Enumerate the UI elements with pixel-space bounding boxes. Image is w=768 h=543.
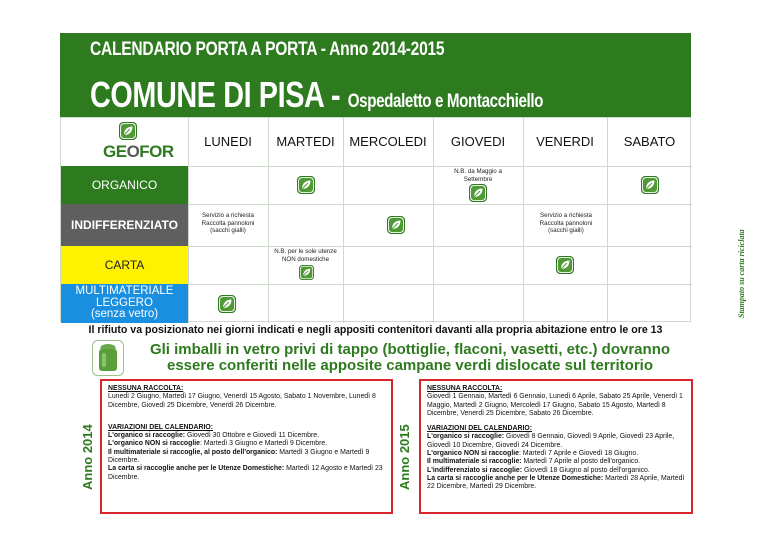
category-carta: CARTA [61,246,188,284]
day-giovedi: GIOVEDI [450,134,506,149]
nessuna-raccolta-2015: Giovedì 1 Gennaio, Martedì 6 Gennaio, Lunedì 6 Aprile, Sabato 25 Aprile, Venerdì 1 Maggio, Martedì 2 Giugno, Mercoledì 17 Giugno, Sabato 15 Agosto, Martedì 8 Dicembre, Venerdì 25 Dicembre, Sabato 26 Dicembre. [427,393,683,417]
collection-calendar-grid [60,117,691,322]
leaf-icon [556,256,574,274]
recycled-paper-note: Stampato su carta riciclata [737,229,746,318]
category-indifferenziato: INDIFFERENZIATO [61,204,188,246]
frazioni-subtitle: Ospedaletto e Montacchiello [347,91,544,112]
leaf-icon [297,176,315,194]
comune-title: COMUNE DI PISA - Ospedaletto e Montacchiello [90,74,544,115]
note-servizio-venerdi: Servizio a richiesta Raccolta pannoloni (sacchi gialli) [539,212,593,234]
header-banner [60,33,691,117]
leaf-icon [469,184,487,202]
leaf-icon [218,295,236,313]
day-mercoledi: MERCOLEDI [349,134,427,149]
glass-notice: Gli imballi in vetro privi di tappo (bottiglie, flaconi, vasetti, etc.) dovranno essere conferiti nelle apposite campane verdi dislocate sul territorio [149,341,671,374]
placement-rule: Il rifiuto va posizionato nei giorni indicati e negli appositi contenitori davanti alla propria abitazione entro le ore 13 [88,324,663,336]
nessuna-raccolta-2014: Lunedì 2 Giugno, Martedì 17 Giugno, Venerdì 15 Agosto, Sabato 1 Novembre, Lunedì 8 Dicembre, Giovedì 25 Dicembre, Venerdì 26 Dicembre. [108,393,376,409]
note-carta-martedi: N.B. per le sole utenze NON domestiche [274,248,337,263]
calendar-title: CALENDARIO PORTA A PORTA - Anno 2014-2015 [90,39,445,60]
day-martedi: MARTEDI [276,134,335,149]
category-organico: ORGANICO [61,166,188,204]
day-venerdi: VENERDI [536,134,594,149]
note-giovedi-organico: N.B. da Maggio a Settembre [454,168,502,183]
geofor-logo: GEOFOR [61,118,188,166]
year-label-2014: Anno 2014 [80,424,95,490]
leaf-icon [641,176,659,194]
leaf-icon [387,216,405,234]
category-multimateriale: MULTIMATERIALE LEGGERO (senza vetro) [61,284,188,323]
day-lunedi: LUNEDI [204,134,252,149]
leaf-icon [299,265,314,280]
day-sabato: SABATO [623,134,676,149]
year-label-2015: Anno 2015 [397,424,412,490]
leaf-icon [119,122,137,140]
notes-box-2014: NESSUNA RACCOLTA: Lunedì 2 Giugno, Martedì 17 Giugno, Venerdì 15 Agosto, Sabato 1 Novembre, Lunedì 8 Dicembre, Giovedì 25 Dicembre, Venerdì 26 Dicembre. VARIAZIONI DEL CALENDARIO: L'organico si raccoglie: Giovedì 30 Ottobre e Giovedì 11 Dicembre. L'organico NON si raccoglie: Martedì 3 Giugno e Martedì 9 Dicembre. Il multimateriale si raccoglie, al posto dell'organico: Martedì 3 Giugno e Martedì 9 Dicembre. La carta si raccoglie anche per le Utenze Domestiche: Martedì 12 Agosto e Martedì 23 Dicembre. [100,379,393,514]
glass-bin-icon [92,340,124,376]
notes-box-2015: NESSUNA RACCOLTA: Giovedì 1 Gennaio, Martedì 6 Gennaio, Lunedì 6 Aprile, Sabato 25 Aprile, Venerdì 1 Maggio, Martedì 2 Giugno, Mercoledì 17 Giugno, Sabato 15 Agosto, Martedì 8 Dicembre, Venerdì 25 Dicembre, Sabato 26 Dicembre. VARIAZIONI DEL CALENDARIO: L'organico si raccoglie: Giovedì 8 Gennaio, Giovedì 9 Aprile, Giovedì 23 Aprile, Giovedì 10 Dicembre, Giovedì 24 Dicembre. L'organico NON si raccoglie: Martedì 7 Aprile e Giovedì 18 Giugno. Il multimateriale si raccoglie: Martedì 7 Aprile al posto dell'organico. L'indifferenziato si raccoglie: Giovedì 18 Giugno al posto dell'organico. La carta si raccoglie anche per le Utenze Domestiche: Martedì 28 Aprile, Martedì 22 Dicembre, Martedì 29 Dicembre. [419,379,693,514]
note-servizio-lunedi: Servizio a richiesta Raccolta pannoloni (sacchi gialli) [201,212,255,234]
